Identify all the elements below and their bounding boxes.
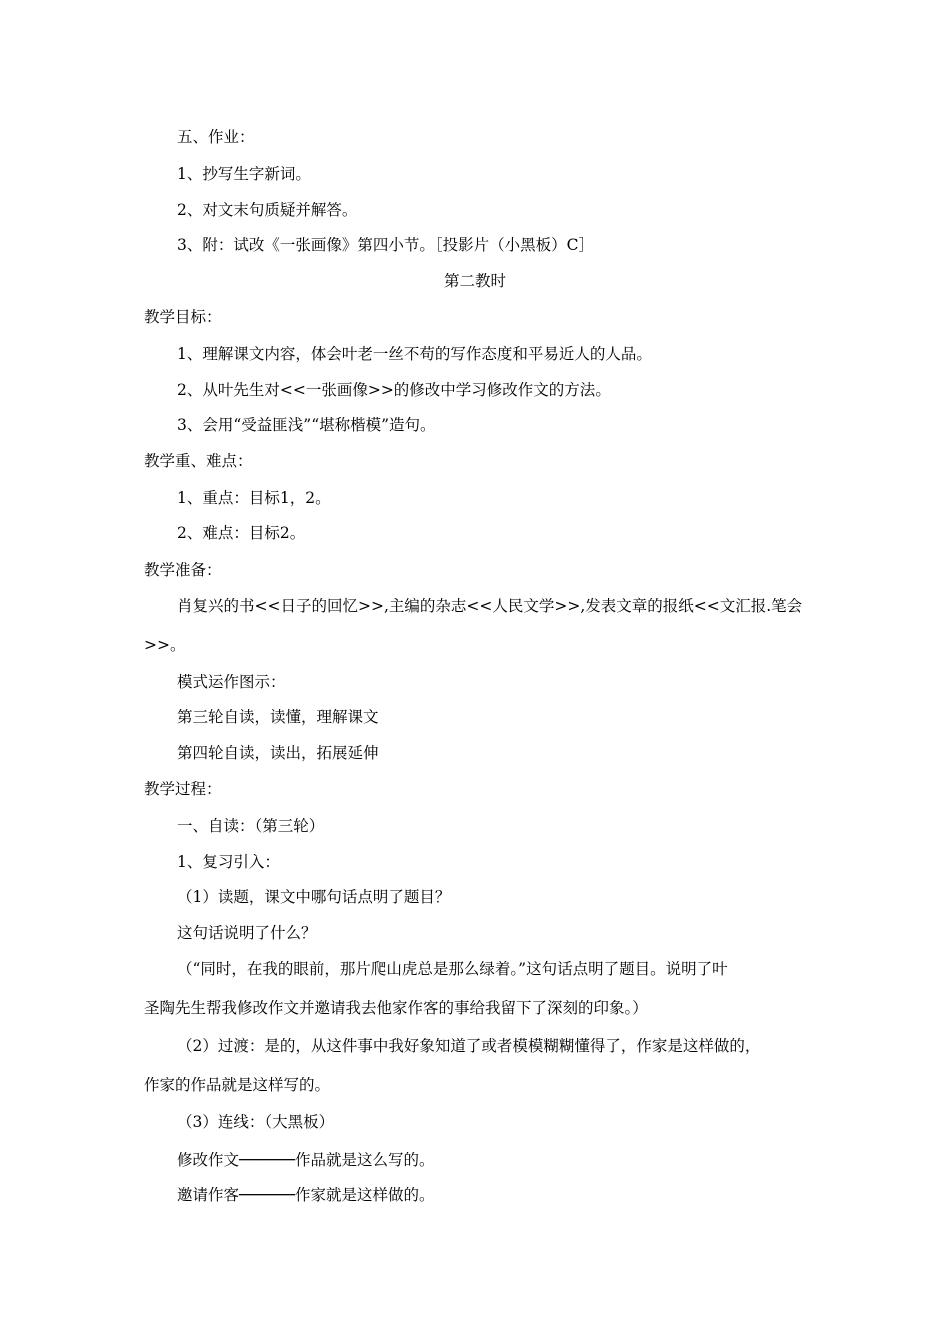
- key-point-item-2: 2、难点：目标2。: [177, 524, 306, 542]
- process-question-1: （1）读题，课文中哪句话点明了题目？: [177, 888, 451, 906]
- process-transition: （2）过渡：是的，从这件事中我好象知道了或者模模糊糊懂得了，作家是这样做的，: [177, 1037, 761, 1055]
- process-question-2: 这句话说明了什么？: [177, 924, 317, 942]
- process-substep-1: 1、复习引入：: [177, 853, 280, 871]
- lesson-title: 第二教时: [443, 272, 506, 290]
- process-step-1: 一、自读：（第三轮）: [177, 817, 325, 835]
- process-transition-continued: 作家的作品就是这样写的。: [144, 1076, 331, 1094]
- homework-item-1: 1、抄写生字新词。: [177, 165, 311, 183]
- key-point-item-1: 1、重点：目标1，2。: [177, 489, 331, 507]
- mode-diagram-label: 模式运作图示：: [177, 673, 286, 691]
- process-answer-continued: 圣陶先生帮我修改作文并邀请我去他家作客的事给我留下了深刻的印象。）: [144, 999, 648, 1017]
- goal-item-2: 2、从叶先生对<<一张画像>>的修改中学习修改作文的方法。: [177, 381, 611, 399]
- goal-item-3: 3、会用“受益匪浅”“堪称楷模”造句。: [177, 416, 436, 434]
- matching-pair-1: 修改作文──────作品就是这么写的。: [177, 1151, 435, 1169]
- section-heading-goals: 教学目标：: [144, 308, 222, 326]
- section-heading-key-points: 教学重、难点：: [144, 452, 253, 470]
- process-answer: （“同时，在我的眼前，那片爬山虎总是那么绿着。”这句话点明了题目。说明了叶: [177, 960, 728, 978]
- section-heading-homework: 五、作业：: [177, 128, 255, 146]
- homework-item-3: 3、附：试改《一张画像》第四小节。［投影片（小黑板）C］: [177, 236, 594, 254]
- matching-pair-2: 邀请作客──────作家就是这样做的。: [177, 1186, 435, 1204]
- section-heading-preparation: 教学准备：: [144, 561, 222, 579]
- preparation-text: 肖复兴的书<<日子的回忆>>,主编的杂志<<人民文学>>,发表文章的报纸<<文汇报.笔会: [177, 597, 803, 615]
- process-matching-label: （3）连线：（大黑板）: [177, 1113, 335, 1131]
- mode-round-3: 第三轮自读，读懂，理解课文: [177, 708, 379, 726]
- goal-item-1: 1、理解课文内容，体会叶老一丝不苟的写作态度和平易近人的人品。: [177, 345, 652, 363]
- homework-item-2: 2、对文末句质疑并解答。: [177, 201, 358, 219]
- section-heading-process: 教学过程：: [144, 780, 222, 798]
- mode-round-4: 第四轮自读，读出，拓展延伸: [177, 744, 379, 762]
- preparation-text-continued: >>。: [144, 636, 186, 654]
